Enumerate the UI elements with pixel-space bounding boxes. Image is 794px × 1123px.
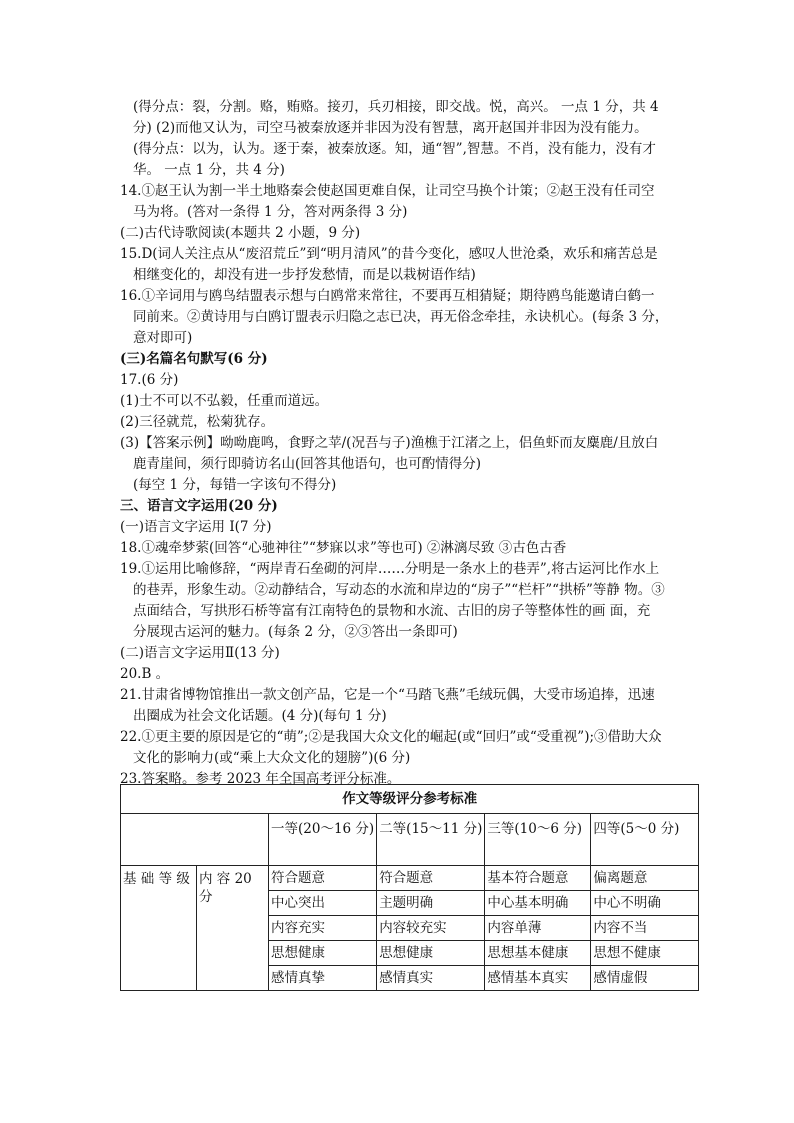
- text-line: 相继变化的，却没有进一步抒发愁情，而是以栽树语作结): [133, 267, 476, 283]
- text-line: 意对即可): [133, 330, 193, 346]
- table-cell: 中心基本明确: [485, 891, 591, 916]
- table-cell: 思想不健康: [591, 941, 699, 966]
- text-line: 华。 一点 1 分，共 4 分): [133, 162, 285, 178]
- text-line: (2)三径就荒，松菊犹存。: [120, 414, 275, 430]
- table-corner-cell: [121, 814, 269, 866]
- table-cell: 偏离题意: [591, 866, 699, 891]
- table-cell: 思想健康: [269, 941, 377, 966]
- text-line: (每空 1 分，每错一字该句不得分): [133, 477, 337, 493]
- section-heading: (二)语言文字运用Ⅱ(13 分): [120, 645, 280, 661]
- section-heading: (三)名篇名句默写(6 分): [120, 351, 268, 367]
- table-cell: 中心不明确: [591, 891, 699, 916]
- table-header: 三等(10～6 分): [485, 814, 591, 866]
- text-line: 鹿青崖间，须行即骑访名山(回答其他语句，也可酌情得分): [133, 456, 482, 472]
- answer-18: 18.①魂牵梦萦(回答“心驰神往”“梦寐以求”等也可) ②淋漓尽致 ③古色古香: [120, 540, 567, 556]
- table-cell: 主题明确: [377, 891, 485, 916]
- answer-15: 15.D(词人关注点从“废沼荒丘”到“明月清风”的昔今变化，感叹人世沧桑，欢乐和痛苦总是: [120, 246, 658, 262]
- text-line: 分) (2)而他又认为，司空马被秦放逐并非因为没有智慧，离开赵国并非因为没有能力。: [133, 120, 648, 136]
- answer-20: 20.B 。: [120, 666, 170, 682]
- answer-14: 14.①赵王认为割一半土地赂秦会使赵国更难自保，让司空马换个计策；②赵王没有任司空: [120, 183, 655, 199]
- row-group-label: 基 础 等 级: [121, 866, 197, 991]
- answer-21: 21.甘肃省博物馆推出一款文创产品，它是一个“马踏飞燕”毛绒玩偶，大受市场追捧，迅速: [120, 687, 655, 703]
- table-cell: 内容较充实: [377, 916, 485, 941]
- answer-22: 22.①更主要的原因是它的“萌”;②是我国大众文化的崛起(或“回归”或“受重视”);③借助大众: [120, 729, 662, 745]
- table-header: 一等(20～16 分): [269, 814, 377, 866]
- table-cell: 符合题意: [377, 866, 485, 891]
- table-cell: 感情基本真实: [485, 966, 591, 991]
- table-cell: 思想基本健康: [485, 941, 591, 966]
- table-cell: 感情虚假: [591, 966, 699, 991]
- text-line: 同前来。②黄诗用与白鸥订盟表示归隐之志已决，再无俗念牵挂，永诀机心。(每条 3 分，: [133, 309, 669, 325]
- table-header: 四等(5～0 分): [591, 814, 699, 866]
- table-cell: 基本符合题意: [485, 866, 591, 891]
- section-heading: 三、语言文字运用(20 分): [120, 498, 278, 514]
- text-line: (1)士不可以不弘毅，任重而道远。: [120, 393, 329, 409]
- table-cell: 感情真实: [377, 966, 485, 991]
- section-heading: (一)语言文字运用 Ⅰ(7 分): [120, 519, 272, 535]
- table-header: 二等(15～11 分): [377, 814, 485, 866]
- answer-17: 17.(6 分): [120, 372, 179, 388]
- answer-23: 23.答案略。参考 2023 年全国高考评分标准。: [120, 771, 401, 787]
- table-title: 作文等级评分参考标准: [121, 785, 699, 814]
- answer-16: 16.①辛词用与鸥鸟结盟表示想与白鸥常来常往，不要再互相猜疑；期待鸥鸟能邀请白鹤一: [120, 288, 655, 304]
- table-cell: 内容充实: [269, 916, 377, 941]
- section-heading: (二)古代诗歌阅读(本题共 2 小题，9 分): [120, 225, 361, 241]
- table-cell: 中心突出: [269, 891, 377, 916]
- answer-19: 19.①运用比喻修辞，“两岸青石垒砌的河岸……分明是一条水上的巷弄”,将古运河比作水上: [120, 561, 660, 577]
- table-cell: 内容不当: [591, 916, 699, 941]
- text-line: 出圈成为社会文化话题。(4 分)(每句 1 分): [133, 708, 387, 724]
- table-cell: 思想健康: [377, 941, 485, 966]
- text-line: 的巷弄，形象生动。②动静结合，写动态的水流和岸边的“房子”“栏杆”“拱桥”等静 物。③: [133, 582, 665, 598]
- essay-grading-table: [120, 784, 699, 991]
- text-line: 马为将。(答对一条得 1 分，答对两条得 3 分): [133, 204, 408, 220]
- table-cell: 感情真挚: [269, 966, 377, 991]
- text-line: (得分点：裂，分割。赂，贿赂。接刃，兵刃相接，即交战。悦，高兴。 一点 1 分，共 4: [133, 99, 659, 115]
- table-cell: 符合题意: [269, 866, 377, 891]
- text-line: (3)【答案示例】呦呦鹿鸣，食野之苹/(况吾与子)渔樵于江渚之上，侣鱼虾而友麋鹿/且放白: [120, 435, 659, 451]
- text-line: 文化的影响力(或“乘上大众文化的翅膀”)(6 分): [133, 750, 411, 766]
- row-sub-label: 内 容 20 分: [197, 866, 269, 991]
- table-cell: 内容单薄: [485, 916, 591, 941]
- text-line: 点面结合，写拱形石桥等富有江南特色的景物和水流、古旧的房子等整体性的画 面，充: [133, 603, 651, 619]
- text-line: 分展现古运河的魅力。(每条 2 分，②③答出一条即可): [133, 624, 458, 640]
- text-line: (得分点：以为，认为。逐于秦，被秦放逐。知，通“智”,智慧。不肖，没有能力，没有才: [133, 141, 656, 157]
